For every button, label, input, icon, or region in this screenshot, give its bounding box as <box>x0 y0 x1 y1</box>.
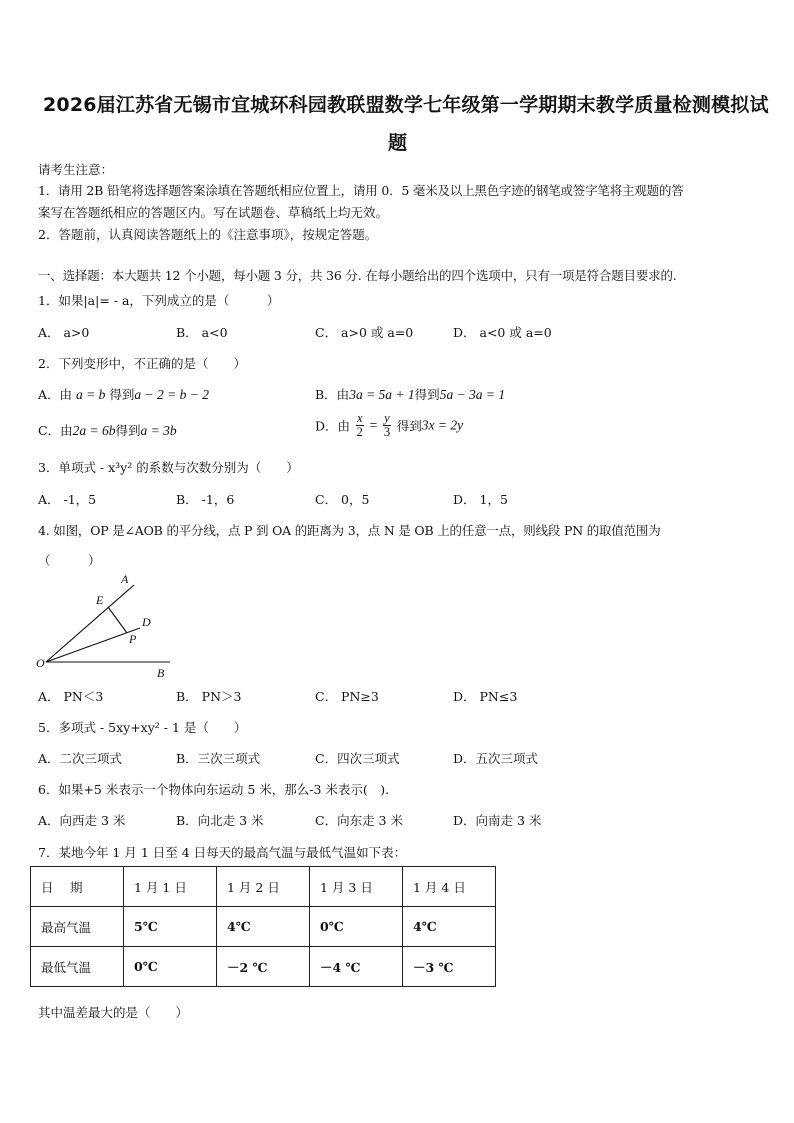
table-cell: －3 ℃ <box>403 947 496 987</box>
q3-option-a: A． -1，5 <box>38 492 97 507</box>
q3-option-d: D． 1，5 <box>453 492 508 507</box>
table-row <box>31 907 496 947</box>
page-title-line1: 2026届江苏省无锡市宜城环科园教联盟数学七年级第一学期期末教学质量检测模拟试 <box>43 94 769 116</box>
q2-option-c: C．由2a = 6b得到a = 3b <box>38 423 177 438</box>
label-b: B <box>157 666 165 680</box>
q1-option-b: B． a<0 <box>176 325 228 340</box>
temperature-table <box>30 866 496 987</box>
table-cell: 0℃ <box>310 907 403 947</box>
q4-option-b: B． PN＞3 <box>176 689 242 704</box>
table-cell: 0℃ <box>124 947 217 987</box>
table-header-cell: 1 月 3 日 <box>310 867 403 907</box>
question-3-stem: 3．单项式 - x³y² 的系数与次数分别为（ ） <box>38 460 299 475</box>
table-cell: 4℃ <box>217 907 310 947</box>
table-header-cell: 1 月 4 日 <box>403 867 496 907</box>
label-p: P <box>129 632 137 646</box>
table-header-cell: 日 期 <box>31 867 124 907</box>
label-o: O <box>36 656 45 670</box>
q6-option-c: C．向东走 3 米 <box>315 813 403 828</box>
fraction-y-over-3: $\frac{y}{3}$ <box>383 411 391 439</box>
notice-heading: 请考生注意： <box>38 162 114 177</box>
perpendicular-pe <box>108 607 127 633</box>
label-e: E <box>96 593 104 607</box>
question-6-stem: 6．如果+5 米表示一个物体向东运动 5 米，那么-3 米表示( ). <box>38 782 390 797</box>
ray-od <box>46 628 140 662</box>
q4-option-c: C． PN≥3 <box>315 689 379 704</box>
table-cell: －4 ℃ <box>310 947 403 987</box>
q6-option-d: D．向南走 3 米 <box>453 813 542 828</box>
q2-option-b: B．由3a = 5a + 1得到5a − 3a = 1 <box>315 387 506 402</box>
label-d: D <box>142 615 151 629</box>
table-header-cell: 1 月 2 日 <box>217 867 310 907</box>
question-4-stem-line2: （ ） <box>38 553 101 568</box>
q5-option-b: B．三次三项式 <box>176 751 261 766</box>
question-1-stem: 1．如果|a|= - a，下列成立的是（ ） <box>38 293 280 308</box>
q5-option-d: D．五次三项式 <box>453 751 539 766</box>
question-5-stem: 5．多项式 - 5xy+xy² - 1 是（ ） <box>38 720 247 735</box>
ray-oa <box>46 585 134 662</box>
question-7-prompt: 其中温差最大的是（ ） <box>38 1005 189 1020</box>
q3-option-c: C． 0，5 <box>315 492 370 507</box>
question-4-stem-line1: 4. 如图，OP 是∠AOB 的平分线，点 P 到 OA 的距离为 3，点 N 是 OB 上的任意一点，则线段 PN 的取值范围为 <box>38 523 661 538</box>
page-title-line2: 题 <box>388 132 408 154</box>
q5-option-a: A．二次三项式 <box>38 751 123 766</box>
table-cell: －2 ℃ <box>217 947 310 987</box>
q1-option-d: D． a<0 或 a=0 <box>453 325 552 340</box>
label-a: A <box>121 572 129 586</box>
q6-option-a: A．向西走 3 米 <box>38 813 126 828</box>
q3-option-b: B． -1，6 <box>176 492 235 507</box>
q4-option-a: A． PN＜3 <box>38 689 104 704</box>
table-cell: 最低气温 <box>31 947 124 987</box>
table-cell: 最高气温 <box>31 907 124 947</box>
q2-option-a: A．由 a = b 得到a − 2 = b − 2 <box>38 387 209 402</box>
notice-item2: 2．答题前，认真阅读答题纸上的《注意事项》，按规定答题。 <box>38 227 378 242</box>
q6-option-b: B．向北走 3 米 <box>176 813 264 828</box>
question-7-stem: 7．某地今年 1 月 1 日至 4 日每天的最高气温与最低气温如下表： <box>38 845 407 860</box>
q1-option-a: A． a>0 <box>38 325 90 340</box>
question-2-stem: 2．下列变形中，不正确的是（ ） <box>38 356 246 371</box>
table-cell: 5℃ <box>124 907 217 947</box>
section-heading: 一、选择题：本大题共 12 个小题，每小题 3 分，共 36 分. 在每小题给出的四个选项中，只有一项是符合题目要求的. <box>38 268 677 283</box>
table-row <box>31 947 496 987</box>
fraction-x-over-2: $\frac{x}{2}$ <box>356 411 363 439</box>
angle-bisector-figure <box>30 570 180 682</box>
q2-option-d: D．由 $\frac{x}{2}$ = $\frac{y}{3}$ 得到3x = 2y <box>315 411 464 439</box>
q5-option-c: C．四次三项式 <box>315 751 400 766</box>
notice-item1-line2: 案写在答题纸相应的答题区内。写在试题卷、草稿纸上均无效。 <box>38 205 389 220</box>
q4-option-d: D． PN≤3 <box>453 689 518 704</box>
table-row <box>31 867 496 907</box>
notice-item1-line1: 1．请用 2B 铅笔将选择题答案涂填在答题纸相应位置上，请用 0．5 毫米及以上黑色字迹的钢笔或签字笔将主观题的答 <box>38 183 684 198</box>
q1-option-c: C． a>0 或 a=0 <box>315 325 414 340</box>
table-header-cell: 1 月 1 日 <box>124 867 217 907</box>
table-cell: 4℃ <box>403 907 496 947</box>
